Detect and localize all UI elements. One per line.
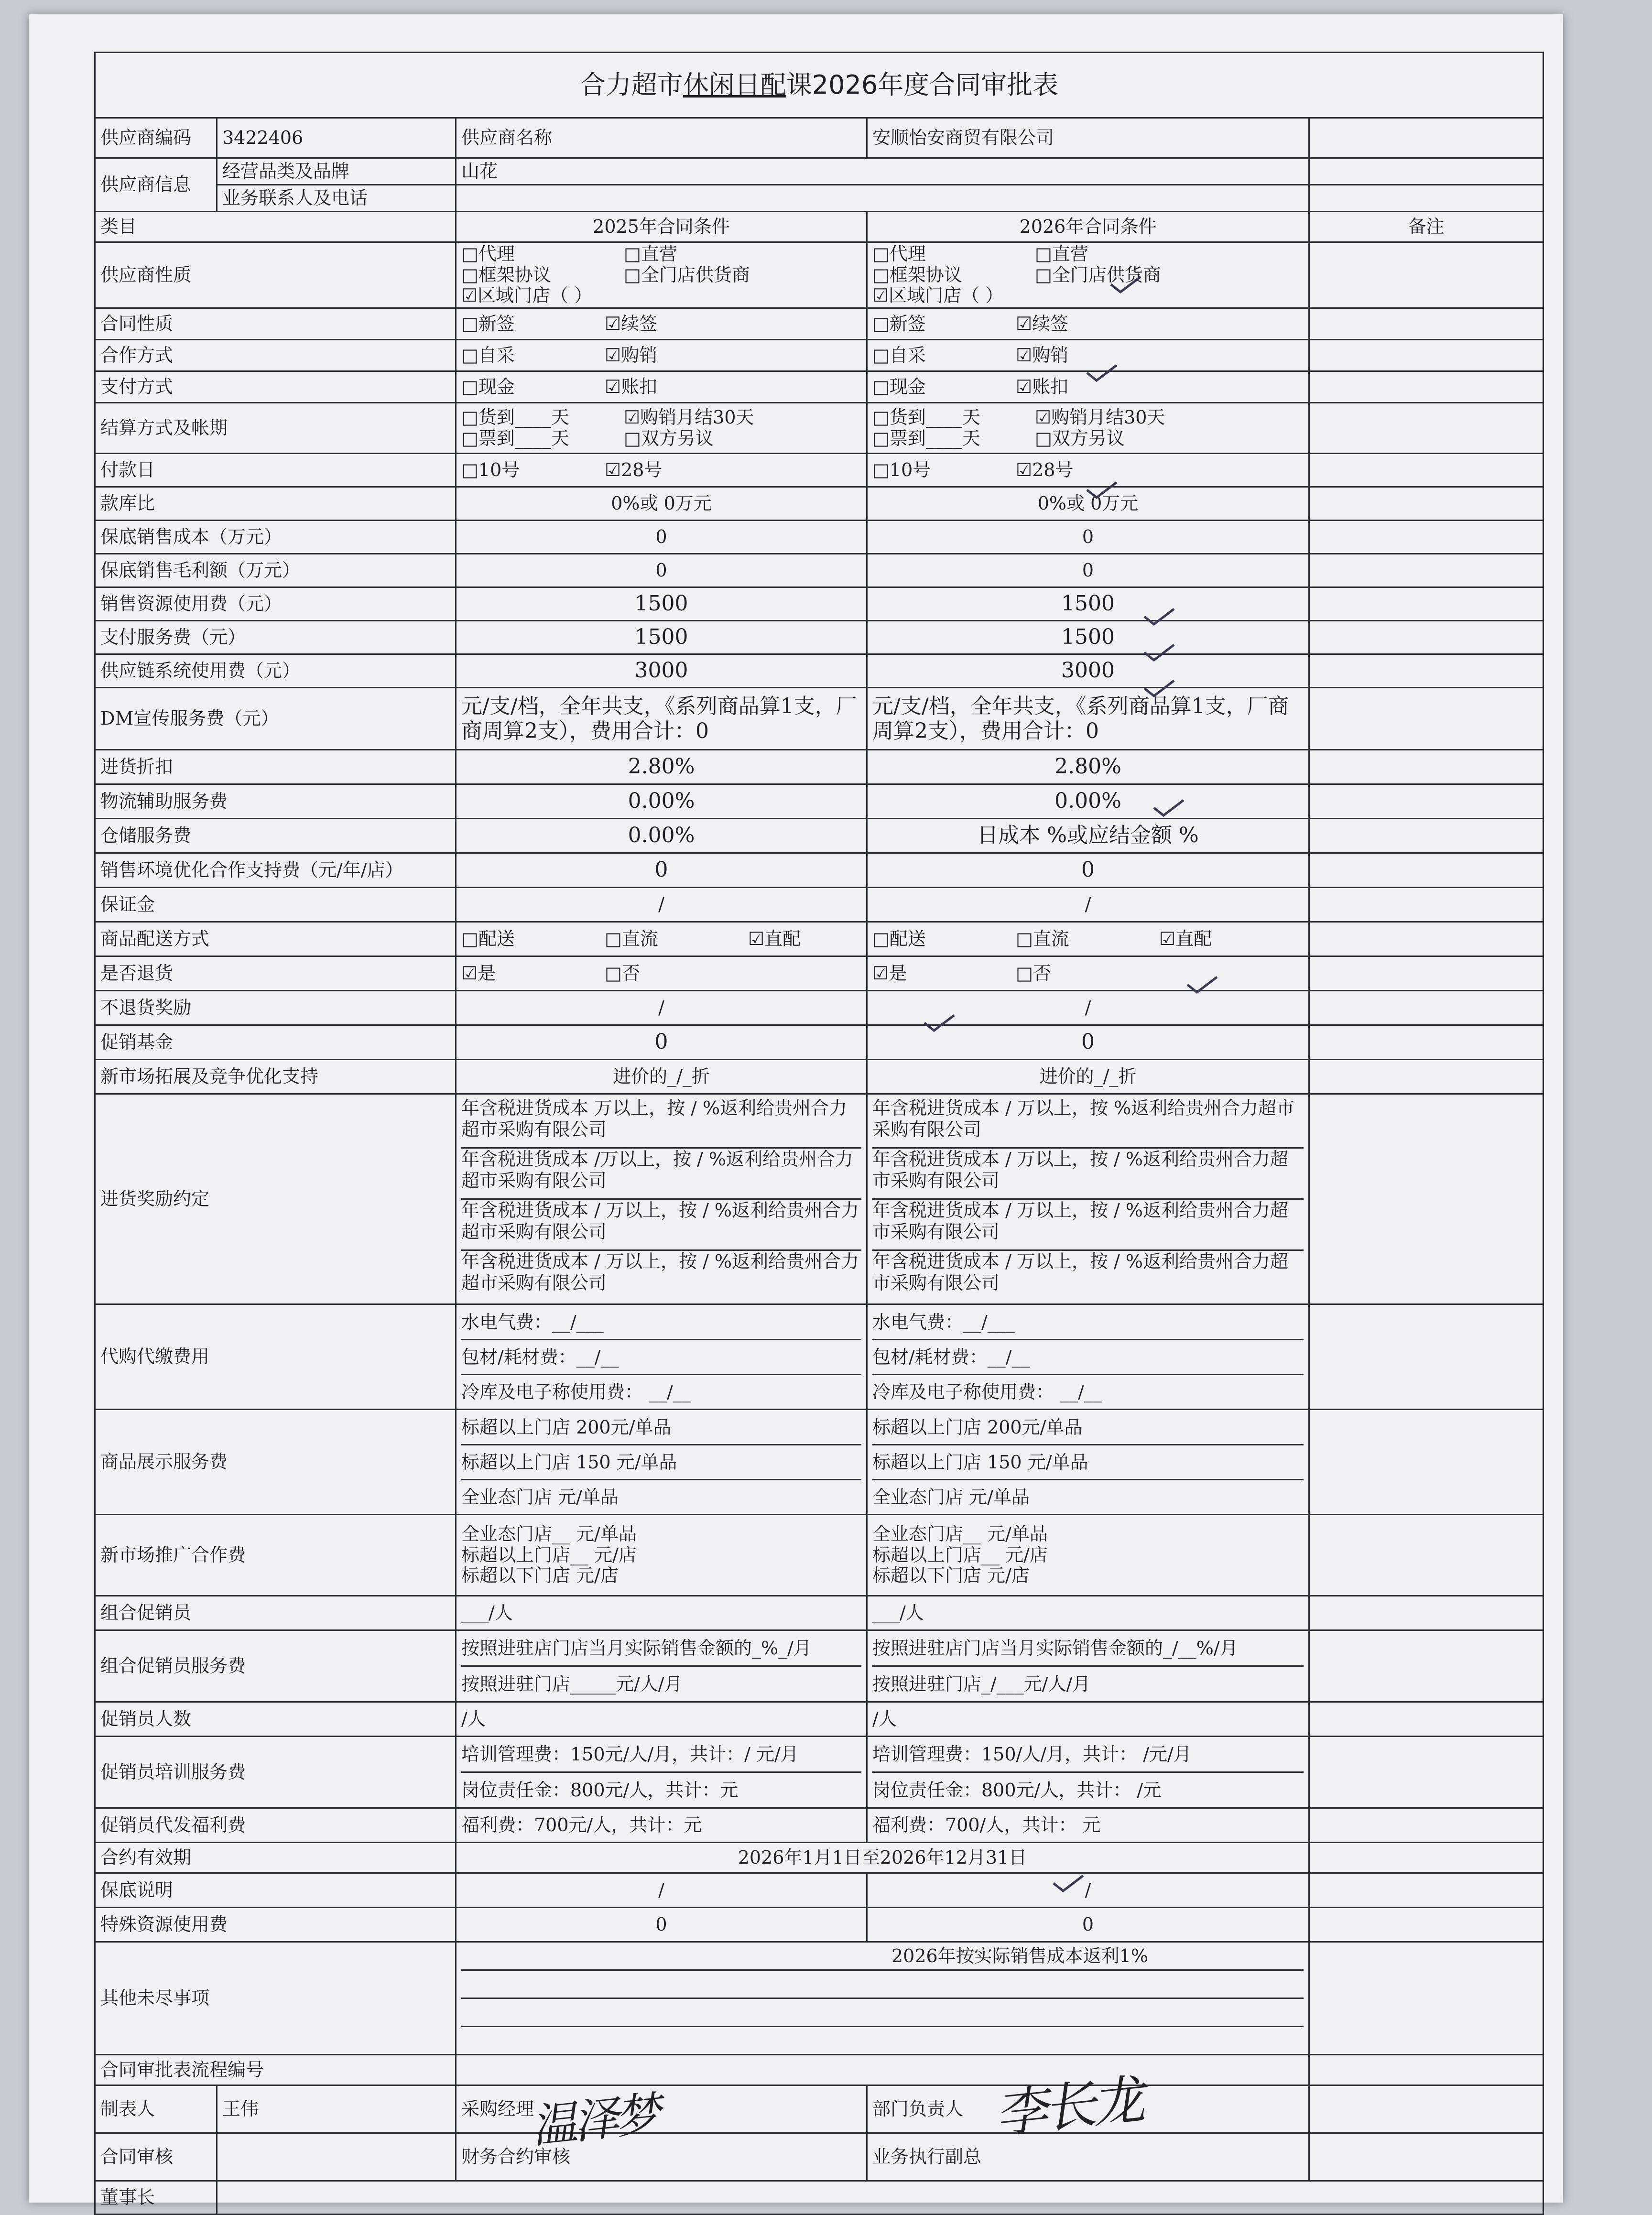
brand-value: 山花 bbox=[456, 158, 1309, 185]
check-mark-icon bbox=[1109, 275, 1142, 294]
combo-service-label: 组合促销员服务费 bbox=[95, 1630, 456, 1702]
approval-form: 合力超市休闲日配课2026年度合同审批表 供应商编码 3422406 供应商名称 安顺怡安商贸有限公司 供应商信息 经营品类及品牌 山花 业务联系人及电话 类目 2025年合同条件 2026年合同条件 备注 供应商性质 □代理 □直营 □框架协议 □全门店供货商 ☑区域门店（ ） □代理 □直营 □框架协议 □全门店供货商 ☑区域门店（ ） 合同性质 □新签 ☑续签 □新签 ☑续签 合作方式 □自采 ☑购销 □自采 ☑购销 支付方式 □现金 ☑账扣 □现金 ☑账扣 结算方式及帐期 □货到____天 ☑购销月结30天 □票到____天 □双方另议 □货到____天 ☑购销月结30天 □票到____天 □双方另议 付款日 □10号 ☑28号 □10号 ☑28号 款库比 0%或 0万元 0%或 0万元 保底销售成本（万元） 0 0 保底销售毛利额（万元） 0 0 销售资源使用费（元） 1500 1500 支付服务费（元） 1500 1500 供应链系统使用费（元） 3000 3000 DM宣传服务费（元） 元/支/档，全年共支，《系列商品算1支，厂商周算2支），费用合计：0 元/支/档，全年共支，《系列商品算1支，厂商周算2支），费用合计：0 进货折扣 2.80% 2.80% 物流辅助服务费 0.00% 0.00% 仓储服务费 0.00% 日成本 %或应结金额 % 销售环境优化合作支持费（元/年/店） 0 0 保证金 / / 商品配送方式 □配送 □直流 ☑直配 □配送 □直流 ☑直配 是否退货 ☑是 □否 ☑是 □否 不退货奖励 / / 促销基金 0 0 新市场拓展及竞争优化支持 进价的_/_折 进价的_/_折 进货奖励约定 年含税进货成本 万以上，按 / %返利给贵州合力超市采购有限公司 年含税进货成本 /万以上，按 / %返利给贵州合力超市采购有限公司 年含税进货成本 / 万以上，按 / %返利给贵州合力超市采购有限公司 年含税进货成本 / 万以上，按 / %返利给贵州合力超市采购有限公司 年含税进货成本 / 万以上，按 %返利给贵州合力超市采购有限公司 年含税进货成本 / 万以上，按 / %返利给贵州合力超市采购有限公司 年含税进货成本 / 万以上，按 / %返利给贵州合力超市采购有限公司 年含税进货成本 / 万以上，按 / %返利给贵州合力超市采购有限公司 代购代缴费用 水电气费：__/___ 包材/耗材费：__/__ 冷库及电子称使用费： __/__ 水电气费：__/___ 包材/耗材费：__/__ 冷库及电子称使用费： __/__ 商品展示服务费 标超以上门店 200元/单品 标超以上门店 150 元/单品 全业态门店 元/单品 标超以上门店 200元/单品 标超以上门店 150 元/单品 全业态门店 元/单品 新市场推广合作费 全业态门店__ 元/单品 标超以上门店__ 元/店 标超以下门店 元/店 全业态门店__ 元/单品 标超以上门店__ 元/店 标超以下门店 元/店 组合促销员 ___/人 ___/人 组合促销员服务费 按照进驻店门店当月实际销售金额的_%_/月 按照进驻门店_____元/人/月 按照进驻店门店当月实际销售金额的_/__%/月 按照进驻门店_/___元/人/月 促销员人数 /人 /人 促销员培训服务费 培训管理费：150元/人/月，共计：/ 元/月 岗位责任金：800元/人，共计：元 培训管理费：150/人/月，共计： /元/月 岗位责任金：800元/人，共计： /元 促销员代发福利费 福利费：700元/人，共计：元 福利费：700/人，共计： 元 合约有效期 2026年1月1日至2026年12月31日 保底说明 / / 特殊资源使用费 0 0 其他未尽事项 2026年按实际销售成本返利1% 合同审批表流程编号 制表人 王伟 采购经理 部门负责人 合同审核 财务合约审核 业务执行副总 董事长 bbox=[94, 52, 1544, 2215]
pay-method-label: 支付方式 bbox=[95, 371, 456, 403]
promo-fund-label: 促销基金 bbox=[95, 1025, 456, 1060]
supplier-name-label: 供应商名称 bbox=[456, 118, 867, 158]
vp-label: 业务执行副总 bbox=[867, 2133, 1309, 2181]
supplier-info-label: 供应商信息 bbox=[95, 158, 217, 212]
check-mark-icon bbox=[1185, 975, 1219, 994]
logistics-label: 物流辅助服务费 bbox=[95, 784, 456, 819]
new-market-label: 新市场拓展及竞争优化支持 bbox=[95, 1060, 456, 1094]
supplier-code: 3422406 bbox=[217, 118, 456, 158]
opt-framework: □框架协议 bbox=[461, 264, 551, 285]
conditions-2025-header: 2025年合同条件 bbox=[456, 212, 867, 242]
opt-regional: ☑区域门店（ ） bbox=[461, 285, 593, 306]
check-mark-icon bbox=[1152, 798, 1185, 817]
form-title: 合力超市休闲日配课2026年度合同审批表 bbox=[95, 53, 1543, 118]
noreturn-label: 不退货奖励 bbox=[95, 991, 456, 1025]
head-signature: 李长龙 bbox=[992, 2069, 1144, 2145]
check-mark-icon bbox=[1052, 1874, 1085, 1893]
storage-label: 仓储服务费 bbox=[95, 819, 456, 853]
nature-label: 供应商性质 bbox=[95, 242, 456, 308]
env-label: 销售环境优化合作支持费（元/年/店） bbox=[95, 853, 456, 888]
check-mark-icon bbox=[923, 1013, 956, 1032]
stock-ratio-label: 款库比 bbox=[95, 487, 456, 521]
supplier-code-label: 供应商编码 bbox=[95, 118, 217, 158]
new-promo-label: 新市场推广合作费 bbox=[95, 1515, 456, 1596]
promoter-count-label: 促销员人数 bbox=[95, 1702, 456, 1737]
nature-2025 bbox=[456, 242, 867, 308]
guar-cost-label: 保底销售成本（万元） bbox=[95, 521, 456, 554]
buyer-signature: 温泽梦 bbox=[528, 2087, 660, 2154]
contract-type-label: 合同性质 bbox=[95, 308, 456, 340]
opt-direct: □直营 bbox=[624, 243, 677, 264]
review-label: 合同审核 bbox=[95, 2133, 217, 2181]
validity-value: 2026年1月1日至2026年12月31日 bbox=[456, 1843, 1309, 1873]
check-mark-icon bbox=[1142, 643, 1176, 662]
maker-value: 王伟 bbox=[217, 2085, 456, 2133]
note-header: 备注 bbox=[1309, 212, 1543, 242]
guar-note-label: 保底说明 bbox=[95, 1873, 456, 1908]
coop-label: 合作方式 bbox=[95, 340, 456, 371]
nature-2026: □代理 □直营 □框架协议 □全门店供货商 ☑区域门店（ ） bbox=[867, 242, 1309, 308]
check-mark-icon bbox=[1142, 679, 1176, 698]
settle-label: 结算方式及帐期 bbox=[95, 403, 456, 454]
delivery-label: 商品配送方式 bbox=[95, 922, 456, 956]
dept-name: 休闲日配 bbox=[683, 69, 786, 100]
buyer-label: 采购经理 bbox=[456, 2085, 867, 2133]
contact-label: 业务联系人及电话 bbox=[217, 185, 456, 212]
check-mark-icon bbox=[1085, 363, 1119, 382]
chair-label: 董事长 bbox=[95, 2181, 217, 2215]
supplier-name: 安顺怡安商贸有限公司 bbox=[867, 118, 1309, 158]
sales-res-label: 销售资源使用费（元） bbox=[95, 587, 456, 621]
display-label: 商品展示服务费 bbox=[95, 1410, 456, 1515]
supply-chain-label: 供应链系统使用费（元） bbox=[95, 654, 456, 688]
guar-margin-label: 保底销售毛利额（万元） bbox=[95, 554, 456, 587]
opt-all-stores: □全门店供货商 bbox=[624, 264, 750, 285]
validity-label: 合约有效期 bbox=[95, 1843, 456, 1873]
combo-staff-label: 组合促销员 bbox=[95, 1596, 456, 1630]
return-label: 是否退货 bbox=[95, 956, 456, 991]
pay-service-label: 支付服务费（元） bbox=[95, 621, 456, 654]
welfare-label: 促销员代发福利费 bbox=[95, 1808, 456, 1843]
discount-label: 进货折扣 bbox=[95, 750, 456, 784]
check-mark-icon bbox=[1142, 607, 1176, 626]
other-label: 其他未尽事项 bbox=[95, 1942, 456, 2055]
special-label: 特殊资源使用费 bbox=[95, 1908, 456, 1942]
opt-agent: □代理 bbox=[461, 243, 515, 264]
agency-label: 代购代缴费用 bbox=[95, 1304, 456, 1410]
payday-label: 付款日 bbox=[95, 454, 456, 487]
fin-review-label: 财务合约审核 bbox=[456, 2133, 867, 2181]
check-mark-icon bbox=[1085, 480, 1119, 499]
dm-label: DM宣传服务费（元） bbox=[95, 688, 456, 750]
brand-label: 经营品类及品牌 bbox=[217, 158, 456, 185]
training-label: 促销员培训服务费 bbox=[95, 1737, 456, 1808]
deposit-label: 保证金 bbox=[95, 888, 456, 922]
maker-label: 制表人 bbox=[95, 2085, 217, 2133]
paper-sheet bbox=[29, 14, 1563, 2208]
category-header: 类目 bbox=[95, 212, 456, 242]
conditions-2026-header: 2026年合同条件 bbox=[867, 212, 1309, 242]
head-label: 部门负责人 bbox=[867, 2085, 1309, 2133]
rebate-label: 进货奖励约定 bbox=[95, 1094, 456, 1304]
flow-no-label: 合同审批表流程编号 bbox=[95, 2055, 456, 2085]
